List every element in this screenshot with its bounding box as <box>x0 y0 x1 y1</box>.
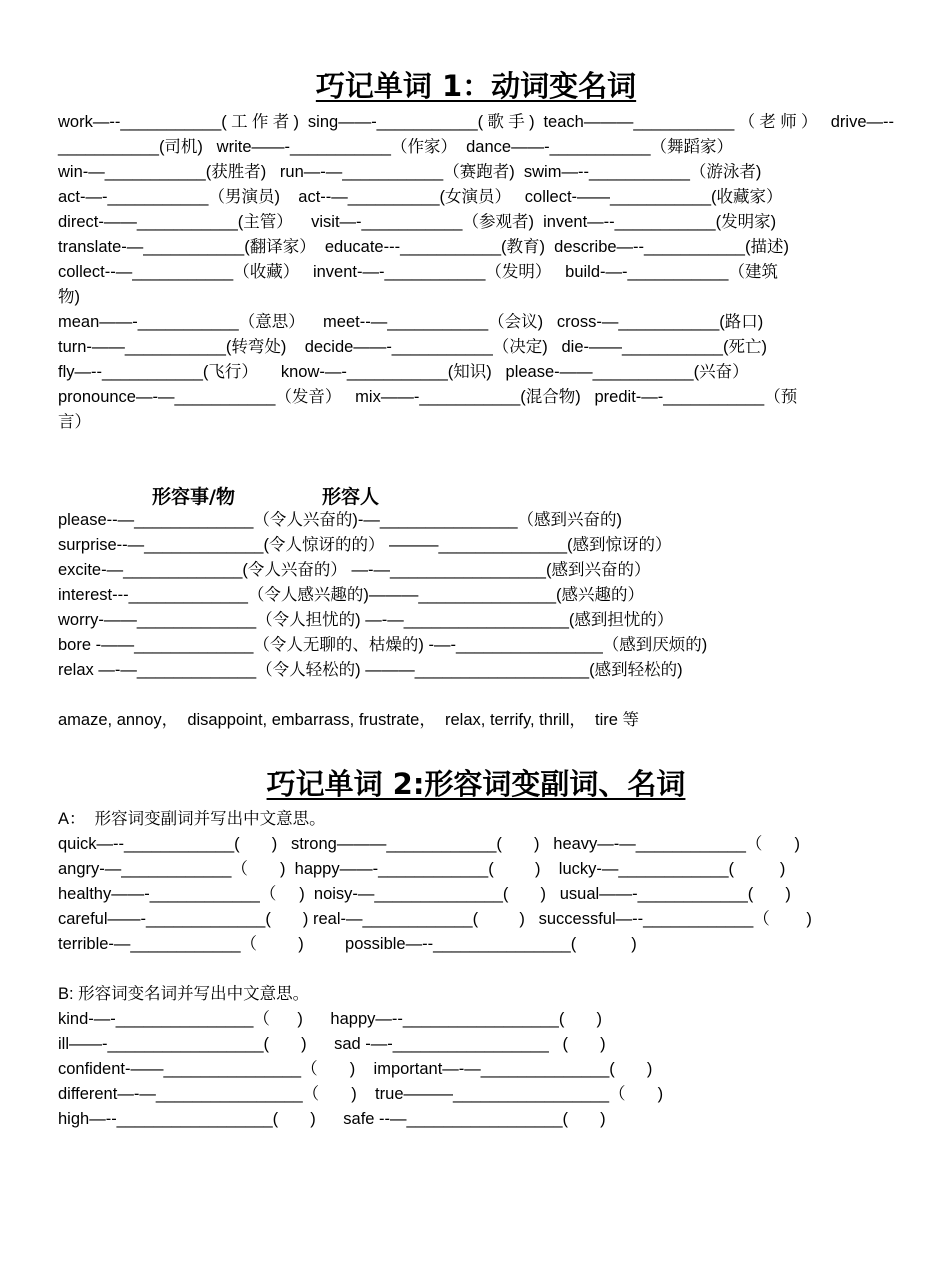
exercise-line: ___________(司机) write——-___________（作家） dance——-___________（舞蹈家） <box>58 138 734 156</box>
exercise-line: ill——-_________________( ) sad -—-_________________ ( ) <box>58 1035 606 1053</box>
exercise-line: fly—--___________(飞行） know-—-___________(知识) please-——___________(兴奋） <box>58 363 749 381</box>
exercise-line: pronounce—-—___________（发音） mix——-___________(混合物) predit-—-___________（预 <box>58 388 798 406</box>
exercise-line: careful——-_____________( ) real-—____________( ) successful—--____________（ ) <box>58 910 812 928</box>
exercise-line: high—--_________________( ) safe --—_________________( ) <box>58 1110 606 1128</box>
exercise-line: 言） <box>58 413 91 431</box>
exercise-line: surprise--—_____________(令人惊讶的的） ———______________(感到惊讶的） <box>58 536 672 554</box>
exercise-line: terrible-—____________（ ) possible—--_______________( ) <box>58 935 637 953</box>
exercise-line: win-—___________(获胜者) run—-—___________（赛跑者) swim—--___________（游泳者) <box>58 163 762 181</box>
exercise-line: different—-—________________（ ) true———_________________（ ) <box>58 1085 664 1103</box>
exercise-line: bore -——_____________（令人无聊的、枯燥的) -—-________________（感到厌烦的) <box>58 636 708 654</box>
section1-title: 巧记单词 1：动词变名词 <box>315 69 637 103</box>
exercise-line: 物) <box>58 288 80 306</box>
exercise-line: interest---_____________（令人感兴趣的)———_______________(感兴趣的） <box>58 586 645 604</box>
section2-title: 巧记单词 2:形容词变副词、名词 <box>266 767 686 801</box>
exercise-line: please--—_____________（令人兴奋的)-—_______________（感到兴奋的) <box>58 511 623 529</box>
exercise-line: excite-—_____________(令人兴奋的） —-—_________________(感到兴奋的） <box>58 561 651 579</box>
exercise-line: angry-—____________（ ) happy——-____________( ) lucky-—____________( ) <box>58 860 786 878</box>
part-b-label: B: 形容词变名词并写出中文意思。 <box>58 985 310 1003</box>
exercise-line: quick—--____________( ) strong———____________( ) heavy—-—____________（ ) <box>58 835 800 853</box>
exercise-line: act-—-___________（男演员) act--—__________(女演员） collect-——___________(收藏家） <box>58 188 783 206</box>
exercise-line: worry-——_____________（令人担忧的) —-—__________________(感到担忧的） <box>58 611 674 629</box>
exercise-line: direct-——___________(主管） visit—-___________（参观者) invent—--___________(发明家) <box>58 213 777 231</box>
exercise-line: translate-—___________(翻译家） educate---___________(教育) describe—--___________(描述) <box>58 238 789 256</box>
exercise-line: confident-——_______________（ ) important—-—______________( ) <box>58 1060 653 1078</box>
column-head-thing: 形容事/物 <box>152 486 235 508</box>
exercise-line: collect--—___________（收藏） invent-—-___________（发明） build-—-___________（建筑 <box>58 263 778 281</box>
exercise-line: mean——-___________（意思） meet--—___________（会议) cross-—___________(路口) <box>58 313 764 331</box>
exercise-line: relax —-—_____________（令人轻松的) ———___________________(感到轻松的) <box>58 661 683 679</box>
column-head-person: 形容人 <box>322 486 380 508</box>
part-a-label: A： 形容词变副词并写出中文意思。 <box>58 810 326 828</box>
exercise-line: work—--___________(工作者) sing——-___________(歌手) teach———___________（老师） drive—-- <box>58 113 894 131</box>
word-list: amaze, annoy， disappoint, embarrass, frustrate， relax, terrify, thrill， tire 等 <box>58 711 640 729</box>
exercise-line: kind-—-_______________（ ) happy—--_________________( ) <box>58 1010 602 1028</box>
exercise-line: healthy——-____________（ ) noisy-—______________( ) usual——-____________( ) <box>58 885 791 903</box>
exercise-line: turn-——___________(转弯处) decide——-___________（决定) die-——___________(死亡) <box>58 338 767 356</box>
